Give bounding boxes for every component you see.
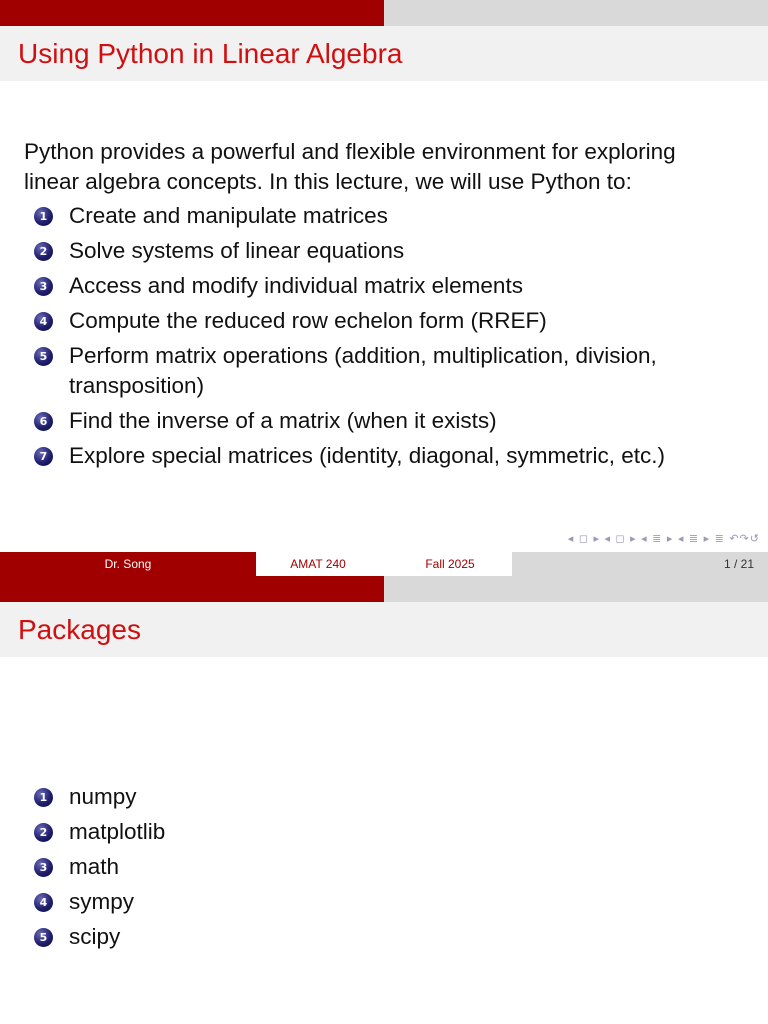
footer-term: Fall 2025 xyxy=(425,557,475,571)
footer-course: AMAT 240 xyxy=(290,557,346,571)
footer-page-block xyxy=(512,552,768,576)
list-item-text: math xyxy=(69,854,120,879)
list-item-text: Create and manipulate matrices xyxy=(69,203,388,228)
number-bullet-icon: 4 xyxy=(34,312,53,331)
number-bullet-icon: 1 xyxy=(34,788,53,807)
list-item-text: Find the inverse of a matrix (when it exists) xyxy=(69,408,497,433)
list-item-text: Compute the reduced row echelon form (RREF) xyxy=(69,308,547,333)
list-item xyxy=(34,817,434,847)
header-bar xyxy=(0,576,768,602)
number-bullet-icon: 5 xyxy=(34,347,53,366)
header-bar xyxy=(0,0,768,26)
list-item xyxy=(34,271,734,301)
number-bullet-icon: 5 xyxy=(34,928,53,947)
list-item xyxy=(34,341,734,401)
list-item xyxy=(34,852,434,882)
title-bar xyxy=(0,26,768,81)
footer-author: Dr. Song xyxy=(0,552,256,576)
number-bullet-icon: 2 xyxy=(34,242,53,261)
navigation-symbols-icon[interactable]: ◂ ◻ ▸ ◂ ◻ ▸ ◂ ≣ ▸ ◂ ≣ ▸ ≣ ↶↷↺ xyxy=(567,532,760,545)
footer-course-block xyxy=(256,552,512,576)
number-bullet-icon: 2 xyxy=(34,823,53,842)
intro-paragraph: Python provides a powerful and flexible environment for exploring linear algebra concepts. In this lecture, we will use Python to: xyxy=(24,139,676,194)
list-item-text: matplotlib xyxy=(69,819,166,844)
header-bar-red xyxy=(0,576,384,602)
number-bullet-icon: 3 xyxy=(34,277,53,296)
list-item xyxy=(34,782,434,812)
number-bullet-icon: 3 xyxy=(34,858,53,877)
header-bar-red xyxy=(0,0,384,26)
list-item-text: numpy xyxy=(69,784,137,809)
number-bullet-icon: 7 xyxy=(34,447,53,466)
footer-page-number: 1 / 21 xyxy=(723,557,754,571)
number-bullet-icon: 1 xyxy=(34,207,53,226)
list-item xyxy=(34,441,734,471)
objectives-list xyxy=(34,201,734,476)
list-item xyxy=(34,887,434,917)
list-item-text: sympy xyxy=(69,889,135,914)
number-bullet-icon: 6 xyxy=(34,412,53,431)
header-bar-gray xyxy=(384,0,768,26)
list-item xyxy=(34,406,734,436)
header-bar-gray xyxy=(384,576,768,602)
slide-footer xyxy=(0,552,768,576)
list-item xyxy=(34,236,734,266)
title-bar xyxy=(0,602,768,657)
list-item-text: Access and modify individual matrix elements xyxy=(69,273,523,298)
list-item xyxy=(34,201,734,231)
slide-title: Using Python in Linear Algebra xyxy=(18,38,403,69)
list-item xyxy=(34,306,734,336)
packages-list xyxy=(34,782,434,957)
slide-title: Packages xyxy=(18,614,141,645)
list-item-text: scipy xyxy=(69,924,121,949)
list-item xyxy=(34,922,434,952)
list-item-text: Explore special matrices (identity, diagonal, symmetric, etc.) xyxy=(69,443,666,468)
list-item-text: Perform matrix operations (addition, multiplication, division, transposition) xyxy=(69,343,657,398)
slide-2 xyxy=(0,576,768,1024)
list-item-text: Solve systems of linear equations xyxy=(69,238,405,263)
number-bullet-icon: 4 xyxy=(34,893,53,912)
